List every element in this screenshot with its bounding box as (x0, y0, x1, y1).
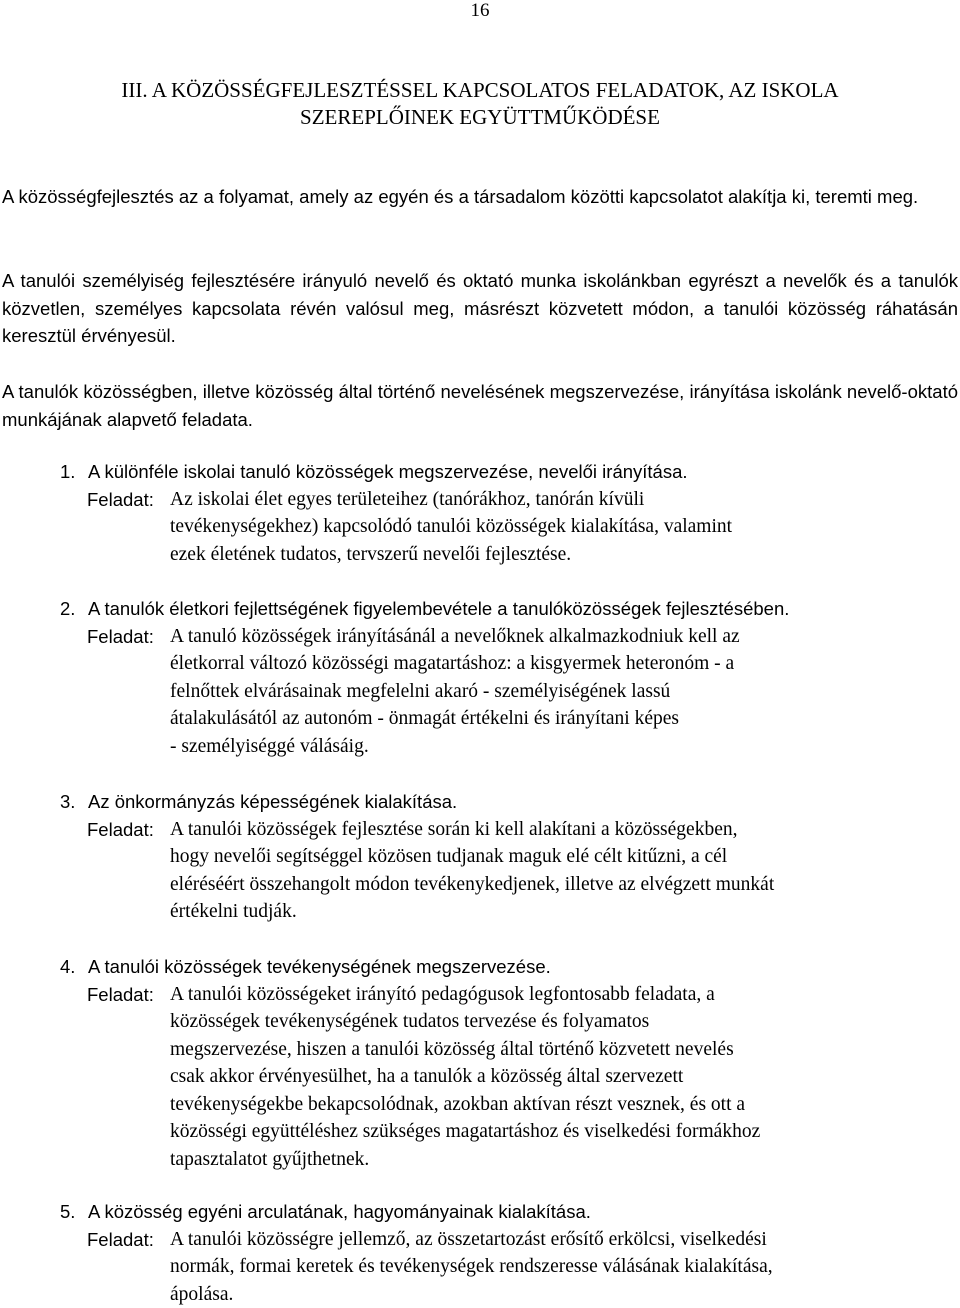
task-label: Feladat: (87, 623, 154, 651)
task-line: Az iskolai élet egyes területeihez (tanórákhoz, tanórán kívüli (170, 486, 960, 514)
task-line: A tanulói közösségek fejlesztése során ki kell alakítani a közösségekben, (170, 816, 960, 844)
task-item-number: 2. (60, 595, 75, 623)
task-line: ezek életének tudatos, tervszerű nevelői fejlesztése. (170, 541, 960, 569)
intro-paragraph-1: A közösségfejlesztés az a folyamat, amely az egyén és a társadalom közötti kapcsolatot alakítja ki, teremti meg. (2, 183, 958, 211)
task-line: A tanuló közösségek irányításánál a nevelőknek alkalmazkodniuk kell az (170, 623, 960, 651)
task-item-5 (0, 1198, 960, 1308)
task-line: felnőttek elvárásainak megfelelni akaró - személyiségének lassú (170, 678, 960, 706)
task-item-title: A különféle iskolai tanuló közösségek megszervezése, nevelői irányítása. (88, 458, 688, 486)
task-line: A tanulói közösségeket irányító pedagógusok legfontosabb feladata, a (170, 981, 960, 1009)
task-item-number: 4. (60, 953, 75, 981)
task-item-3 (0, 788, 960, 926)
task-label: Feladat: (87, 981, 154, 1009)
task-label: Feladat: (87, 816, 154, 844)
task-line: ápolása. (170, 1281, 960, 1308)
task-line: életkorral változó közösségi magatartáshoz: a kisgyermek heteronóm - a (170, 650, 960, 678)
intro-paragraph-2: A tanulói személyiség fejlesztésére irányuló nevelő és oktató munka iskolánkban egyrészt a nevelők és a tanulók közvetlen, személyes kapcsolata révén valósul meg, másrészt közvetett módon, a tanulói közösség ráhatásán keresztül érvényesül. (2, 267, 958, 350)
task-description (0, 816, 960, 926)
task-item-title: A tanulók életkori fejlettségének figyelembevétele a tanulóközösségek fejlesztésében. (88, 595, 789, 623)
intro-paragraph-3: A tanulók közösségben, illetve közösség által történő nevelésének megszervezése, irányítása iskolánk nevelő-oktató munkájának alapvető feladata. (2, 378, 958, 433)
task-line: értékelni tudják. (170, 898, 960, 926)
task-item-heading (0, 953, 960, 981)
task-item-number: 3. (60, 788, 75, 816)
task-line: közösségi együttéléshez szükséges magatartáshoz és viselkedési formákhoz (170, 1118, 960, 1146)
task-description (0, 623, 960, 761)
task-item-number: 1. (60, 458, 75, 486)
task-line: tevékenységekbe bekapcsolódnak, azokban aktívan részt vesznek, és ott a (170, 1091, 960, 1119)
task-line: átalakulásától az autonóm - önmagát értékelni és irányítani képes (170, 705, 960, 733)
task-line: normák, formai keretek és tevékenységek rendszeresse válásának kialakítása, (170, 1253, 960, 1281)
task-line: csak akkor érvényesülhet, ha a tanulók a közösség által szervezett (170, 1063, 960, 1091)
task-line: közösségek tevékenységének tudatos tervezése és folyamatos (170, 1008, 960, 1036)
task-line: eléréséért összehangolt módon tevékenykedjenek, illetve az elvégzett munkát (170, 871, 960, 899)
task-item-heading (0, 1198, 960, 1226)
task-item-2 (0, 595, 960, 760)
task-item-heading (0, 788, 960, 816)
task-description (0, 981, 960, 1174)
page-number: 16 (0, 0, 960, 25)
task-item-4 (0, 953, 960, 1173)
task-item-number: 5. (60, 1198, 75, 1226)
section-title-line-2: SZEREPLŐINEK EGYÜTTMŰKÖDÉSE (0, 104, 960, 131)
task-item-heading (0, 458, 960, 486)
task-line: megszervezése, hiszen a tanulói közösség által történő közvetett nevelés (170, 1036, 960, 1064)
task-item-1 (0, 458, 960, 568)
task-item-heading (0, 595, 960, 623)
task-item-title: A közösség egyéni arculatának, hagyományainak kialakítása. (88, 1198, 591, 1226)
task-line: tevékenységekhez) kapcsolódó tanulói közösségek kialakítása, valamint (170, 513, 960, 541)
section-title (0, 77, 960, 131)
task-label: Feladat: (87, 486, 154, 514)
task-line: tapasztalatot gyűjthetnek. (170, 1146, 960, 1174)
task-line: hogy nevelői segítséggel közösen tudjanak maguk elé célt kitűzni, a cél (170, 843, 960, 871)
task-line: A tanulói közösségre jellemző, az összetartozást erősítő erkölcsi, viselkedési (170, 1226, 960, 1254)
task-item-title: Az önkormányzás képességének kialakítása. (88, 788, 457, 816)
task-description (0, 1226, 960, 1308)
section-title-line-1: III. A KÖZÖSSÉGFEJLESZTÉSSEL KAPCSOLATOS FELADATOK, AZ ISKOLA (0, 77, 960, 104)
task-description (0, 486, 960, 569)
task-line: - személyiséggé válásáig. (170, 733, 960, 761)
task-label: Feladat: (87, 1226, 154, 1254)
task-item-title: A tanulói közösségek tevékenységének megszervezése. (88, 953, 551, 981)
